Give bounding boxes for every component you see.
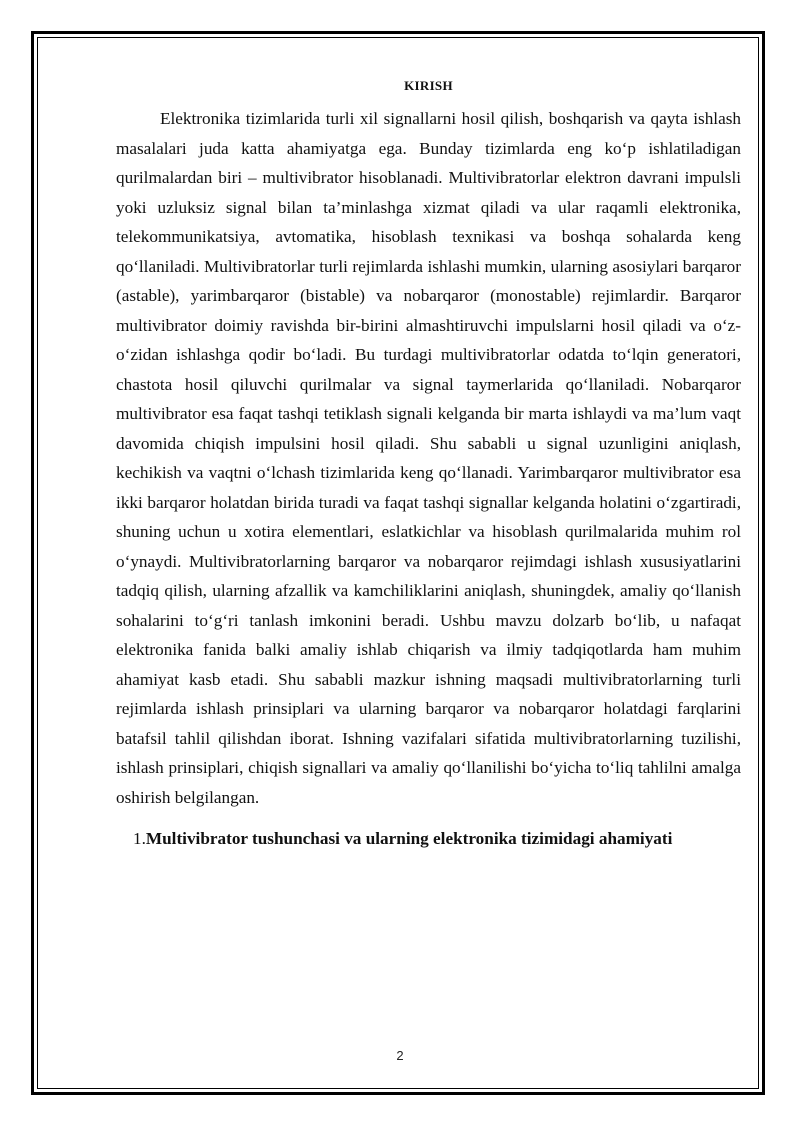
page-number: 2 [396,1048,404,1063]
section-title [116,824,741,854]
section-number: 1. [133,829,146,848]
page-heading: KIRISH [404,78,453,93]
intro-paragraph: Elektronika tizimlarida turli xil signallarni hosil qilish, boshqarish va qayta ishlash masalalari juda katta ahamiyatga ega. Bunday tizimlarda eng ko‘p ishlatiladigan qurilmalardan biri – multivibrator hisoblanadi. Multivibratorlar elektron davrani impulsli yoki uzluksiz signal bilan ta’minlashga xizmat qiladi va ular raqamli elektronika, telekommunikatsiya, avtomatika, hisoblash texnikasi va boshqa sohalarda keng qo‘llaniladi. Multivibratorlar turli rejimlarda ishlashi mumkin, ularning asosiylari barqaror (astable), yarimbarqaror (bistable) va nobarqaror (monostable) rejimlardir. Barqaror multivibrator doimiy ravishda bir-birini almashtiruvchi impulslarni hosil qiladi va o‘z-o‘zidan ishlashga qodir bo‘ladi. Bu turdagi multivibratorlar odatda to‘lqin generatori, chastota hosil qiluvchi qurilmalar va signal taymerlarida qo‘llaniladi. Nobarqaror multivibrator esa faqat tashqi tetiklash signali kelganda bir marta ishlaydi va ma’lum vaqt davomida chiqish impulsini hosil qiladi. Shu sababli u signal uzunligini aniqlash, kechikish va vaqtni o‘lchash tizimlarida keng qo‘llanadi. Yarimbarqaror multivibrator esa ikki barqaror holatdan birida turadi va faqat tashqi signallar kelganda holatini o‘zgartiradi, shuning uchun u xotira elementlari, eslatkichlar va hisoblash qurilmalarida muhim rol o‘ynaydi. Multivibratorlarning barqaror va nobarqaror rejimdagi ishlash xususiyatlarini tadqiq qilish, ularning afzallik va kamchiliklarini aniqlash, shuningdek, amaliy qo‘llanish sohalarini to‘g‘ri tanlash imkonini beradi. Ushbu mavzu dolzarb bo‘lib, u nafaqat elektronika fanida balki amaliy ishlab chiqarish va ilmiy tadqiqotlarda ham muhim ahamiyat kasb etadi. Shu sababli mazkur ishning maqsadi multivibratorlarning turli rejimlarda ishlash prinsiplari va ularning barqaror va nobarqaror holatdagi farqlarini batafsil tahlil qilishdan iborat. Ishning vazifalari sifatida multivibratorlarning tuzilishi, ishlash prinsiplari, chiqish signallari va amaliy qo‘llanilishi bo‘yicha to‘liq tahlilni amalga oshirish belgilangan. [116,109,741,807]
section-title-text: Multivibrator tushunchasi va ularning elektronika tizimidagi ahamiyati [145,829,673,848]
page-content [116,68,741,854]
